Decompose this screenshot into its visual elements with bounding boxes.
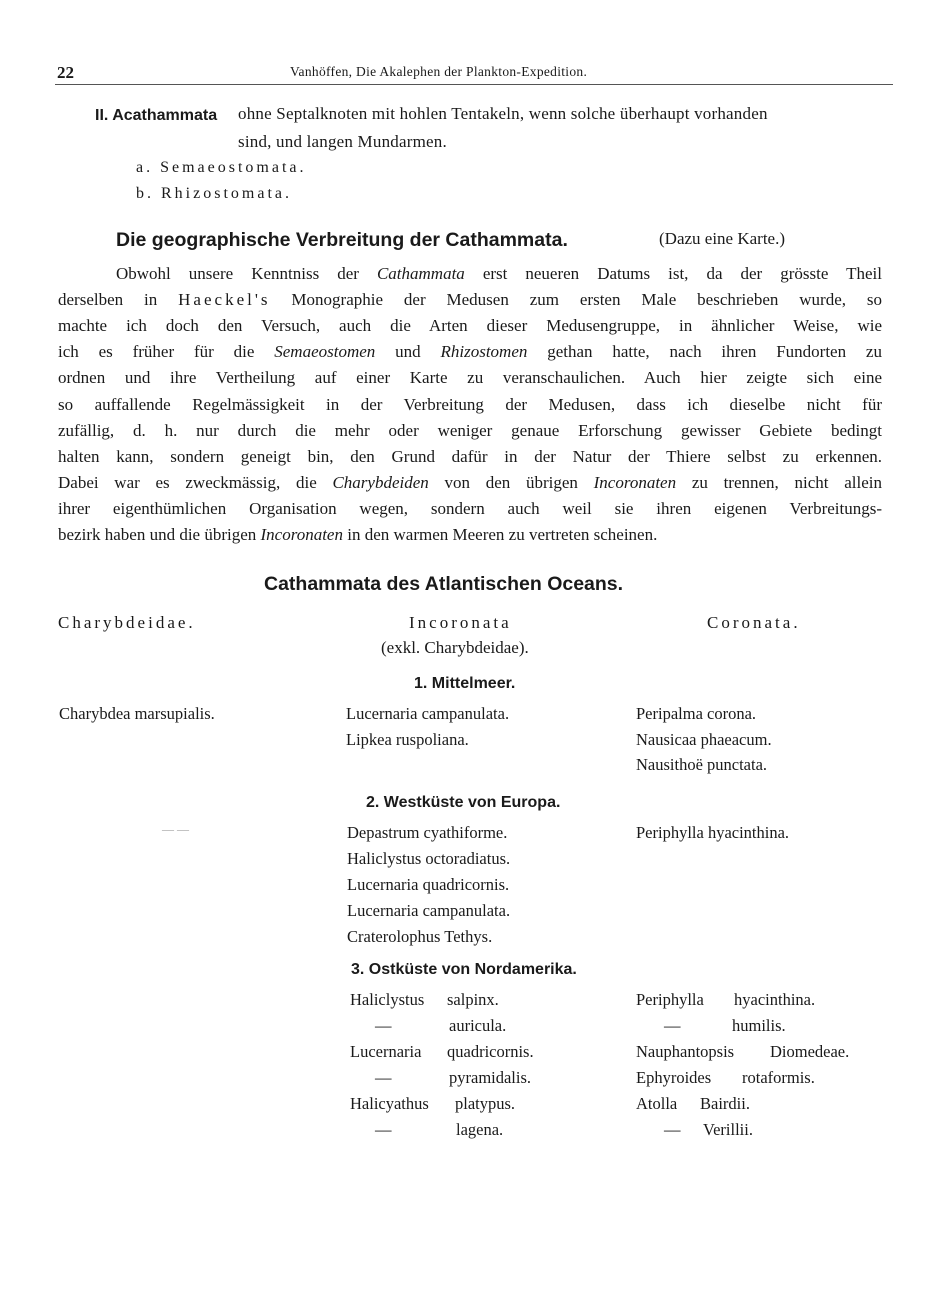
species-entry: Charybdea marsupialis. — [59, 704, 215, 723]
paragraph-line: Dabei war es zweckmässig, die Charybdeiden von den übrigen Incoronaten zu trennen, nicht allein — [58, 472, 882, 492]
species-name: hyacinthina. — [734, 990, 816, 1009]
species-name: humilis. — [732, 1016, 786, 1035]
species-name: salpinx. — [447, 990, 499, 1009]
species-name: rotaformis. — [742, 1068, 815, 1087]
paragraph-line: halten kann, sondern geneigt bin, den Grund dafür in der Natur der Thiere selbst zu erkennen. — [58, 446, 882, 466]
classification-item-a: a. Semaeostomata. — [136, 159, 307, 176]
species-entry-blank: — — — [162, 822, 189, 836]
classification-item-b: b. Rhizostomata. — [136, 185, 292, 202]
species-name: Diomedeae. — [770, 1042, 850, 1061]
paragraph-line: ich es früher für die Semaeostomen und Rhizostomen gethan hatte, nach ihren Fundorten zu — [58, 342, 882, 362]
region-title-ostkueste-nordamerika: 3. Ostküste von Nordamerika. — [351, 961, 577, 978]
species-entry: Peripalma corona. — [636, 704, 757, 723]
column-header-incoronata: Incoronata — [409, 613, 512, 632]
paragraph-line: ordnen und ihre Vertheilung auf einer Karte zu veranschaulichen. Auch hier zeigte sich eine — [58, 368, 882, 388]
genus-ditto: — — [375, 1120, 392, 1139]
species-name: auricula. — [449, 1016, 507, 1035]
species-entry: Depastrum cyathiforme. — [347, 823, 508, 842]
species-name: platypus. — [455, 1094, 516, 1113]
species-entry: Periphylla hyacinthina. — [636, 823, 790, 842]
column-header-incoronata-note: (exkl. Charybdeidae). — [381, 638, 529, 657]
genus-entry: Ephyroides — [636, 1068, 712, 1087]
paragraph-line: ihrer eigenthümlichen Organisation wegen, sondern auch weil sie ihren eigenen Verbreitungs- — [58, 498, 882, 518]
genus-ditto: — — [375, 1068, 392, 1087]
classification-text-line2: sind, und langen Mundarmen. — [238, 132, 447, 151]
species-entry: Lipkea ruspoliana. — [346, 730, 469, 749]
species-entry: Haliclystus octoradiatus. — [347, 849, 511, 868]
header-rule — [55, 84, 893, 85]
classification-text-line1: ohne Septalknoten mit hohlen Tentakeln, wenn solche überhaupt vorhanden — [238, 104, 768, 123]
genus-ditto: — — [664, 1016, 681, 1035]
paragraph-line: machte ich doch den Versuch, auch die Arten dieser Medusengruppe, in ähnlicher Weise, wie — [58, 316, 882, 336]
region-title-westkueste-europa: 2. Westküste von Europa. — [366, 794, 561, 811]
page-number: 22 — [57, 63, 74, 82]
region-title-mittelmeer: 1. Mittelmeer. — [414, 675, 516, 692]
paragraph-line: Obwohl unsere Kenntniss der Cathammata erst neueren Datums ist, da der grösste Theil — [116, 264, 882, 283]
paragraph-line: zufällig, d. h. nur durch die mehr oder weniger genaue Erforschung gewisser Gebiete bedingt — [58, 420, 882, 440]
species-entry: Nausithoë punctata. — [636, 755, 768, 774]
paragraph-line: derselben in Haeckel's Monographie der Medusen zum ersten Male beschrieben wurde, so — [58, 290, 882, 310]
species-entry: Lucernaria campanulata. — [346, 704, 510, 723]
running-title: Vanhöffen, Die Akalephen der Plankton-Expedition. — [290, 64, 588, 79]
classification-label: II. Acathammata — [95, 107, 218, 124]
section-heading-note: (Dazu eine Karte.) — [659, 229, 786, 248]
column-header-coronata: Coronata. — [707, 613, 801, 632]
genus-entry: Nauphantopsis — [636, 1042, 735, 1061]
paragraph-line: bezirk haben und die übrigen Incoronaten in den warmen Meeren zu vertreten scheinen. — [58, 525, 658, 544]
section-heading: Die geographische Verbreitung der Cathammata. — [116, 229, 568, 251]
genus-entry: Haliclystus — [350, 990, 425, 1009]
genus-entry: Periphylla — [636, 990, 704, 1009]
genus-ditto: — — [375, 1016, 392, 1035]
table-title: Cathammata des Atlantischen Oceans. — [264, 573, 624, 595]
species-entry: Lucernaria quadricornis. — [347, 875, 510, 894]
genus-entry: Lucernaria — [350, 1042, 422, 1061]
genus-entry: Halicyathus — [350, 1094, 429, 1113]
column-header-charybdeidae: Charybdeidae. — [58, 613, 196, 632]
paragraph-line: so auffallende Regelmässigkeit in der Verbreitung der Medusen, dass ich dieselbe nicht für — [58, 394, 882, 414]
species-name: pyramidalis. — [449, 1068, 532, 1087]
species-entry: Lucernaria campanulata. — [347, 901, 511, 920]
species-entry: Nausicaa phaeacum. — [636, 730, 772, 749]
species-name: lagena. — [456, 1120, 504, 1139]
species-name: Bairdii. — [700, 1094, 750, 1113]
species-entry: Craterolophus Tethys. — [347, 927, 493, 946]
species-name: quadricornis. — [447, 1042, 534, 1061]
species-name: Verillii. — [703, 1120, 753, 1139]
genus-entry: Atolla — [636, 1094, 678, 1113]
genus-ditto: — — [664, 1120, 681, 1139]
